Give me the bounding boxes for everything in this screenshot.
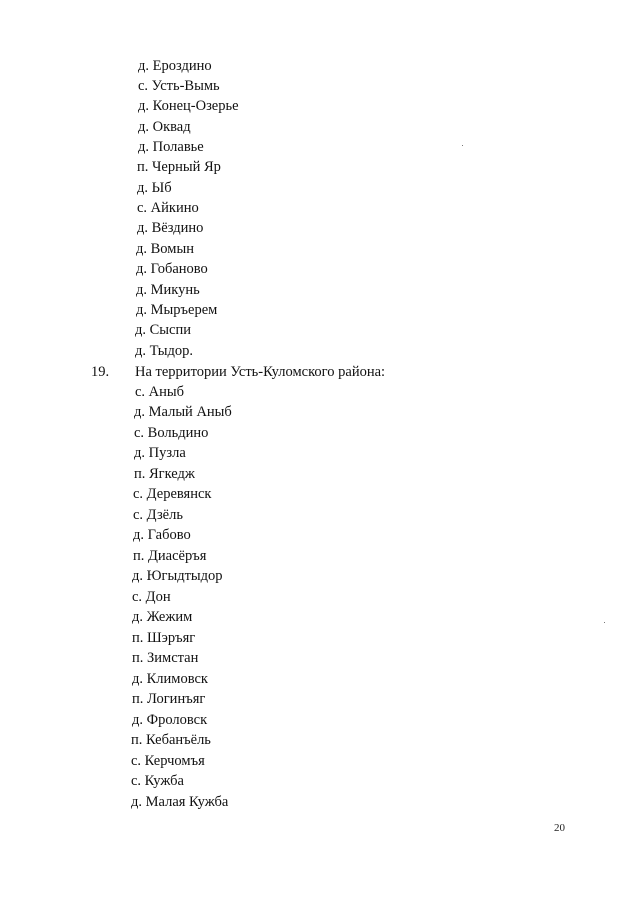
page-number: 20: [554, 822, 565, 834]
list-item: д. Тыдор.: [135, 343, 194, 359]
list-item: с. Керчомъя: [131, 753, 205, 769]
list-item: с. Аныб: [135, 384, 185, 400]
list-item: п. Кебанъёль: [131, 732, 211, 748]
list-item: п. Шэръяг: [132, 630, 196, 646]
list-item: д. Ероздино: [138, 58, 212, 74]
list-item: д. Вёздино: [137, 220, 204, 236]
list-item: д. Габово: [133, 527, 191, 543]
section-number: 19.: [91, 364, 110, 380]
list-item: с. Вольдино: [134, 425, 209, 441]
list-item: д. Полавье: [138, 139, 204, 155]
list-item: с. Айкино: [137, 200, 199, 216]
list-item: д. Фроловск: [132, 712, 208, 728]
list-item: д. Вомын: [136, 241, 194, 257]
list-item: д. Жежим: [132, 609, 193, 625]
list-item: с. Усть-Вымь: [138, 78, 220, 94]
list-item: д. Мыръерем: [136, 302, 218, 318]
list-item: д. Сыспи: [135, 322, 191, 338]
section-heading: На территории Усть-Куломского района:: [135, 364, 386, 380]
list-item: с. Деревянск: [133, 486, 212, 502]
list-item: п. Ягкедж: [134, 466, 195, 482]
list-item: с. Дзёль: [133, 507, 183, 523]
list-item: п. Черный Яр: [137, 159, 221, 175]
list-item: п. Диасёръя: [133, 548, 207, 564]
list-item: д. Оквад: [138, 119, 191, 135]
scan-speck: [604, 622, 605, 623]
list-item: п. Логинъяг: [132, 691, 206, 707]
list-item: д. Пузла: [134, 445, 186, 461]
list-item: д. Микунь: [136, 282, 200, 298]
list-item: д. Климовск: [132, 671, 208, 687]
list-item: д. Конец-Озерье: [138, 98, 239, 114]
list-item: д. Малая Кужба: [131, 794, 229, 810]
list-item: д. Гобаново: [136, 261, 208, 277]
list-item: п. Зимстан: [132, 650, 199, 666]
list-item: д. Малый Аныб: [134, 404, 232, 420]
list-item: д. Ыб: [137, 180, 172, 196]
scan-speck: [462, 145, 463, 146]
list-item: с. Кужба: [131, 773, 184, 789]
list-item: д. Югыдтыдор: [132, 568, 223, 584]
list-item: с. Дон: [132, 589, 171, 605]
